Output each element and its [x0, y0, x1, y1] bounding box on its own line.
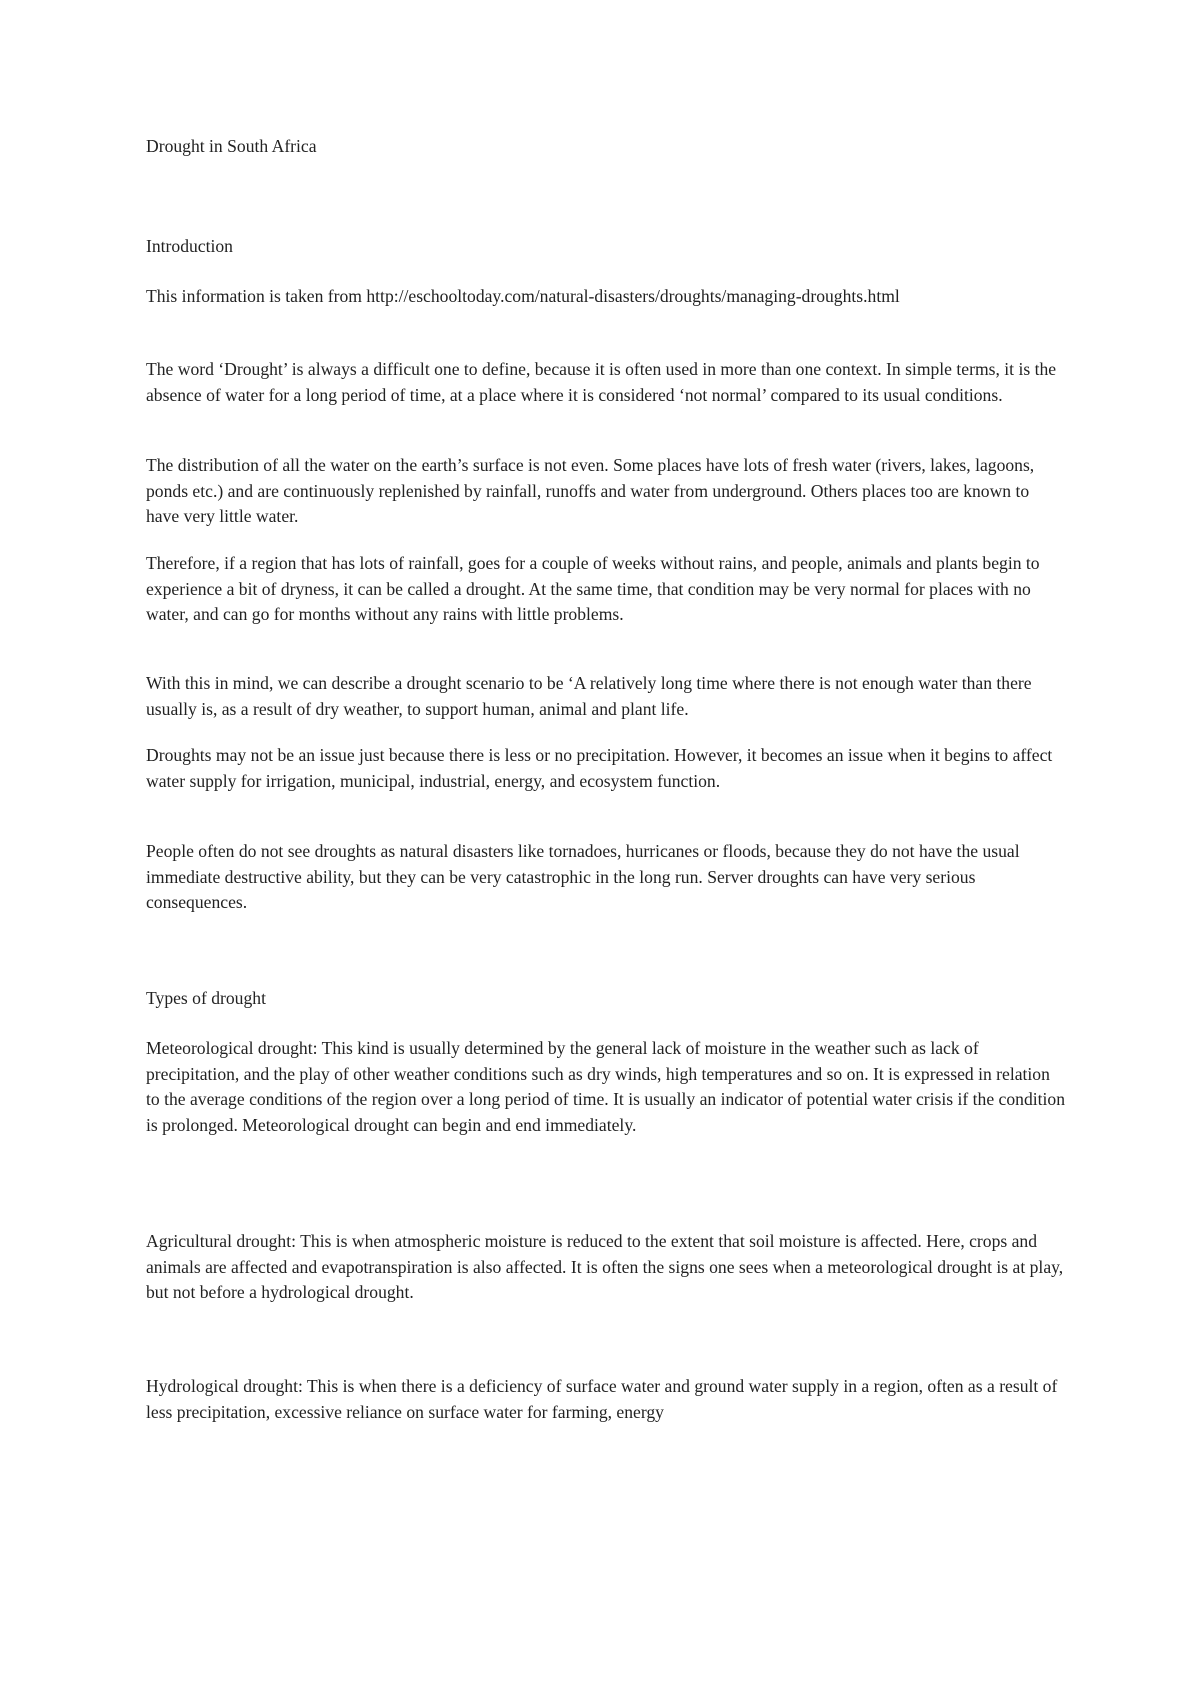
therefore-paragraph: Therefore, if a region that has lots of rainfall, goes for a couple of weeks without rains, and people, animals and plants begin to experience a bit of dryness, it can be called a drought. At the same time, that condition may be very normal for places with no water, and can go for months without any rains with little problems.: [146, 553, 1040, 624]
types-heading: Types of drought: [146, 988, 266, 1008]
scenario-paragraph: With this in mind, we can describe a drought scenario to be ‘A relatively long time where there is not enough water than there usually is, as a result of dry weather, to support human, animal and plant life.: [146, 673, 1032, 719]
document-title: Drought in South Africa: [146, 136, 317, 156]
intro-heading: Introduction: [146, 236, 233, 256]
meteorological-paragraph: Meteorological drought: This kind is usually determined by the general lack of moisture in the weather such as lack of precipitation, and the play of other weather conditions such as dry winds, high temperatures and so on. It is expressed in relation to the average conditions of the region over a long period of time. It is usually an indicator of potential water crisis if the condition is prolonged. Meteorological drought can begin and end immediately.: [146, 1038, 1066, 1135]
definition-paragraph: The word ‘Drought’ is always a difficult one to define, because it is often used in more than one context. In simple terms, it is the absence of water for a long period of time, at a place where it is considered ‘not normal’ compared to its usual conditions.: [146, 359, 1057, 405]
agricultural-paragraph: Agricultural drought: This is when atmospheric moisture is reduced to the extent that soil moisture is affected. Here, crops and animals are affected and evapotranspiration is also affected. It is often the signs one sees when a meteorological drought is at play, but not before a hydrological drought.: [146, 1231, 1064, 1302]
hydrological-paragraph: Hydrological drought: This is when there is a deficiency of surface water and ground water supply in a region, often as a result of less precipitation, excessive reliance on surface water for farming, energy: [146, 1376, 1058, 1422]
disasters-paragraph: People often do not see droughts as natural disasters like tornadoes, hurricanes or floods, because they do not have the usual immediate destructive ability, but they can be very catastrophic in the long run. Server droughts can have very serious consequences.: [146, 841, 1020, 912]
source-paragraph: This information is taken from http://eschooltoday.com/natural-disasters/droughts/managing-droughts.html: [146, 286, 900, 306]
distribution-paragraph: The distribution of all the water on the earth’s surface is not even. Some places have lots of fresh water (rivers, lakes, lagoons, ponds etc.) and are continuously replenished by rainfall, runoffs and water from underground. Others places too are known to have very little water.: [146, 455, 1035, 526]
issue-paragraph: Droughts may not be an issue just because there is less or no precipitation. However, it becomes an issue when it begins to affect water supply for irrigation, municipal, industrial, energy, and ecosystem function.: [146, 745, 1053, 791]
